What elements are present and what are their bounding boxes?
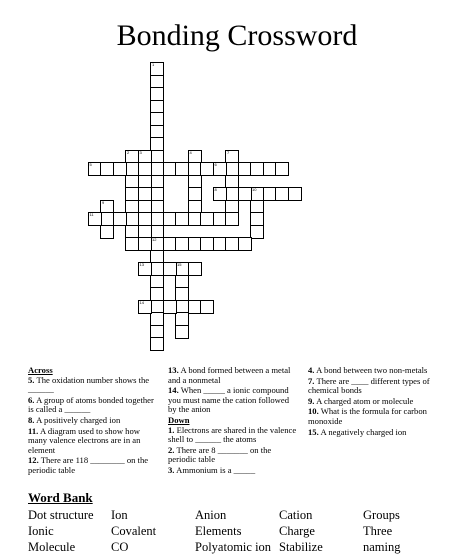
word-bank-item: Three [363,524,393,538]
crossword-cell[interactable] [213,187,227,201]
page-title: Bonding Crossword [116,19,358,52]
across-clues-column-2 [168,366,298,477]
word-bank-item: Anion [195,508,227,522]
crossword-cell[interactable] [200,300,214,314]
crossword-cell[interactable] [113,212,127,226]
word-bank-item: Polyatomic ion [195,540,272,554]
crossword-cell[interactable] [175,212,189,226]
word-bank-item: Groups [363,508,400,522]
cell-number: 9 [102,199,105,205]
crossword-cell[interactable] [188,262,202,276]
crossword-cell[interactable] [163,262,177,276]
crossword-cell[interactable] [225,212,239,226]
cell-number: 1 [152,62,155,67]
crossword-cell[interactable] [138,237,152,251]
crossword-cell[interactable] [150,337,164,351]
word-bank-item: Stabilize [279,540,323,554]
cell-number: 15 [177,262,182,267]
clue-down-9: 9. A charged atom or molecule [308,395,414,406]
clue-across-12: 12. There are 118 ________ on the periodic table [28,455,149,475]
crossword-cell[interactable] [288,187,302,201]
crossword-cell[interactable] [238,187,252,201]
word-bank-item: Ionic [28,524,54,538]
crossword-cell[interactable] [88,212,102,226]
crossword-cell[interactable] [175,162,189,176]
cell-number: 12 [152,237,157,242]
word-bank-item: naming [363,540,401,554]
clue-down-4: 4. A bond between two non-metals [308,365,428,375]
cell-number: 6 [214,162,217,167]
crossword-cell[interactable] [138,262,152,276]
cell-number: 7 [227,149,230,155]
cell-number: 14 [139,299,144,305]
clue-down-3: 3. Ammonium is a _____ [168,464,256,475]
across-header: Across [28,365,53,375]
cell-number: 10 [252,187,257,192]
clue-across-11: 11. A diagram used to show how many valence electrons are in an element [28,425,141,455]
word-bank-item: Covalent [111,524,157,538]
clue-down-2: 2. There are 8 _______ on the periodic table [168,444,272,465]
clue-across-14: 14. When _____ a ionic compound you must name the cation followed by the anion [168,385,290,415]
clue-across-6: 6. A group of atoms bonded together is called a ______ [28,394,154,415]
word-bank-item: Elements [195,524,242,538]
cell-number: 2 [127,149,130,155]
cell-number: 3 [139,149,142,155]
across-clues-column-1 [28,366,158,477]
crossword-cell[interactable] [138,300,152,314]
clue-down-7: 7. There are ____ different types of chemical bonds [308,375,430,396]
cell-number: 11 [89,212,94,217]
down-header: Down [168,414,190,425]
word-bank-item: CO [111,540,129,554]
word-bank-title: Word Bank [28,490,93,505]
cell-number: 5 [89,162,92,167]
word-bank-item: Ion [111,508,128,522]
crossword-cell[interactable] [175,325,189,339]
word-bank-item: Cation [279,508,313,522]
crossword-cell[interactable] [238,237,252,251]
crossword-cell[interactable] [100,225,114,239]
crossword-cell[interactable] [275,162,289,176]
clue-down-10: 10. What is the formula for carbon monoxide [308,406,427,426]
word-bank-item: Dot structure [28,508,94,522]
down-clues-column-3 [308,366,448,438]
word-bank-item: Charge [279,524,315,538]
clue-across-5: 5. The oxidation number shows the ______ [28,374,150,395]
crossword-cell[interactable] [163,300,177,314]
clue-down-15: 15. A negatively charged ion [308,426,407,437]
clue-across-13: 13. A bond formed between a metal and a nonmetal [168,365,291,385]
crossword-cell[interactable] [250,225,264,239]
crossword-cell[interactable] [113,162,127,176]
word-bank-item: Molecule [28,540,76,554]
clue-down-1: 1. Electrons are shared in the valence shell to ______ the atoms [168,424,297,445]
crossword-cell[interactable] [213,162,227,176]
cell-number: 13 [139,262,144,267]
cell-number: 4 [189,149,192,155]
cell-number: 8 [214,187,217,192]
clue-across-8: 8. A positively charged ion [28,414,121,425]
